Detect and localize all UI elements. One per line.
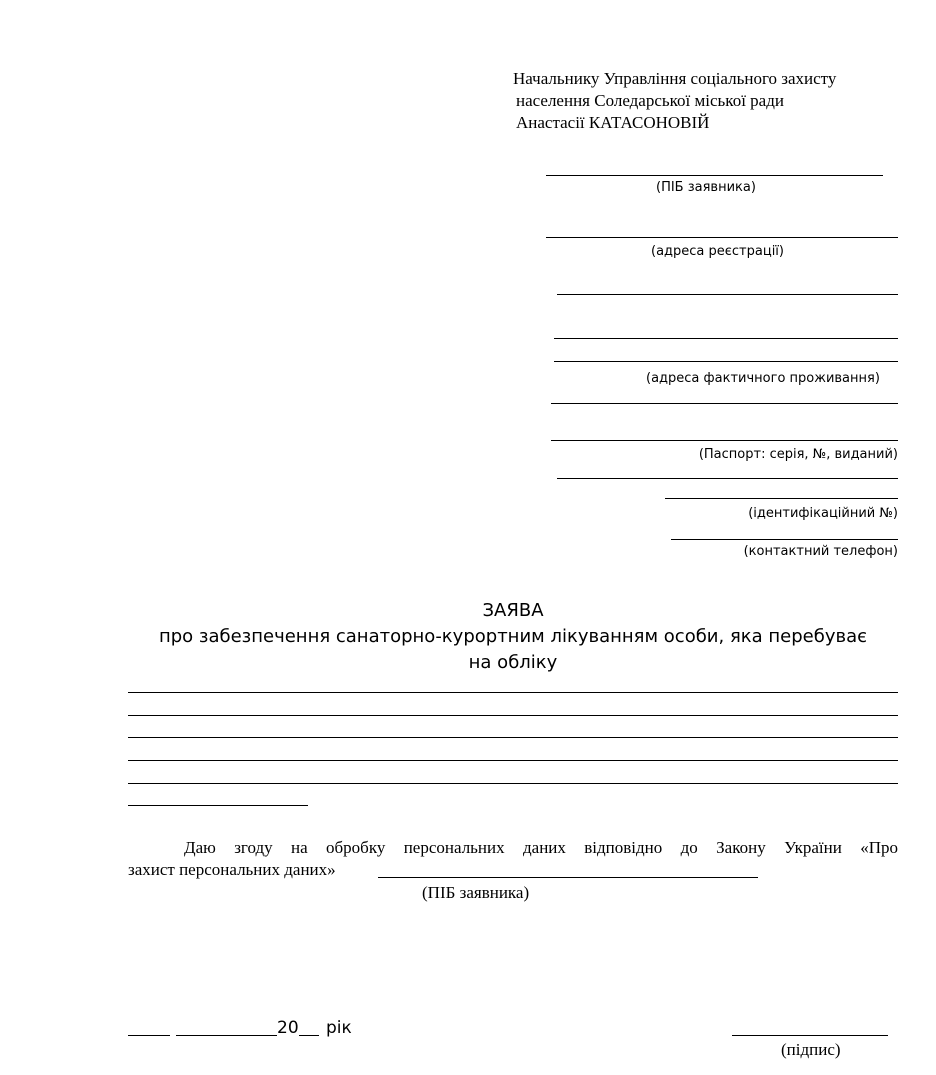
- text-field-line-4[interactable]: [128, 760, 898, 761]
- addressee-line-1: Начальнику Управління соціального захисту: [513, 69, 837, 88]
- date-year-suffix: рік: [326, 1018, 352, 1038]
- passport-field-line-1[interactable]: [551, 403, 898, 404]
- date-year-prefix: 20: [277, 1018, 299, 1038]
- addressee-line-3: Анастасії КАТАСОНОВІЙ: [516, 113, 710, 132]
- actual-address-caption: (адреса фактичного проживання): [646, 371, 880, 386]
- date-day-field-line[interactable]: [128, 1035, 170, 1036]
- addressee-line-2: населення Соледарської міської ради: [516, 91, 784, 110]
- address-field-line-2[interactable]: [554, 338, 898, 339]
- consent-law-name: захист персональних даних»: [128, 860, 336, 879]
- document-title: ЗАЯВА: [482, 600, 544, 621]
- date-month-field-line[interactable]: [176, 1035, 277, 1036]
- address-field-line-1[interactable]: [557, 294, 898, 295]
- text-field-line-1[interactable]: [128, 692, 898, 693]
- document-subtitle-line-2: на обліку: [468, 652, 558, 673]
- phone-caption: (контактний телефон): [743, 544, 898, 559]
- document-subtitle-line-1: про забезпечення санаторно-курортним лікуванням особи, яка перебуває: [158, 626, 868, 647]
- pib-field-line[interactable]: [546, 175, 883, 176]
- consent-text: Даю згоду на обробку персональних даних відповідно до Закону України «Про: [184, 838, 898, 857]
- text-field-line-6[interactable]: [128, 805, 308, 806]
- reg-address-field-line[interactable]: [546, 237, 898, 238]
- passport-field-line-2[interactable]: [551, 440, 898, 441]
- passport-caption: (Паспорт: серія, №, виданий): [698, 447, 898, 462]
- pib-caption: (ПІБ заявника): [656, 180, 756, 195]
- id-number-field-line[interactable]: [665, 498, 898, 499]
- reg-address-caption: (адреса реєстрації): [651, 244, 784, 259]
- passport-field-line-3[interactable]: [557, 478, 898, 479]
- phone-field-line[interactable]: [671, 539, 898, 540]
- date-year-field-line[interactable]: [299, 1035, 319, 1036]
- id-number-caption: (ідентифікаційний №): [748, 506, 898, 521]
- text-field-line-5[interactable]: [128, 783, 898, 784]
- text-field-line-3[interactable]: [128, 737, 898, 738]
- consent-pib-caption: (ПІБ заявника): [422, 883, 530, 902]
- consent-text-line-1: [128, 838, 898, 858]
- consent-text-line-2: [128, 860, 336, 880]
- address-field-line-3[interactable]: [554, 361, 898, 362]
- consent-pib-field-line[interactable]: [378, 877, 758, 878]
- signature-field-line[interactable]: [732, 1035, 888, 1036]
- text-field-line-2[interactable]: [128, 715, 898, 716]
- signature-caption: (підпис): [781, 1040, 841, 1059]
